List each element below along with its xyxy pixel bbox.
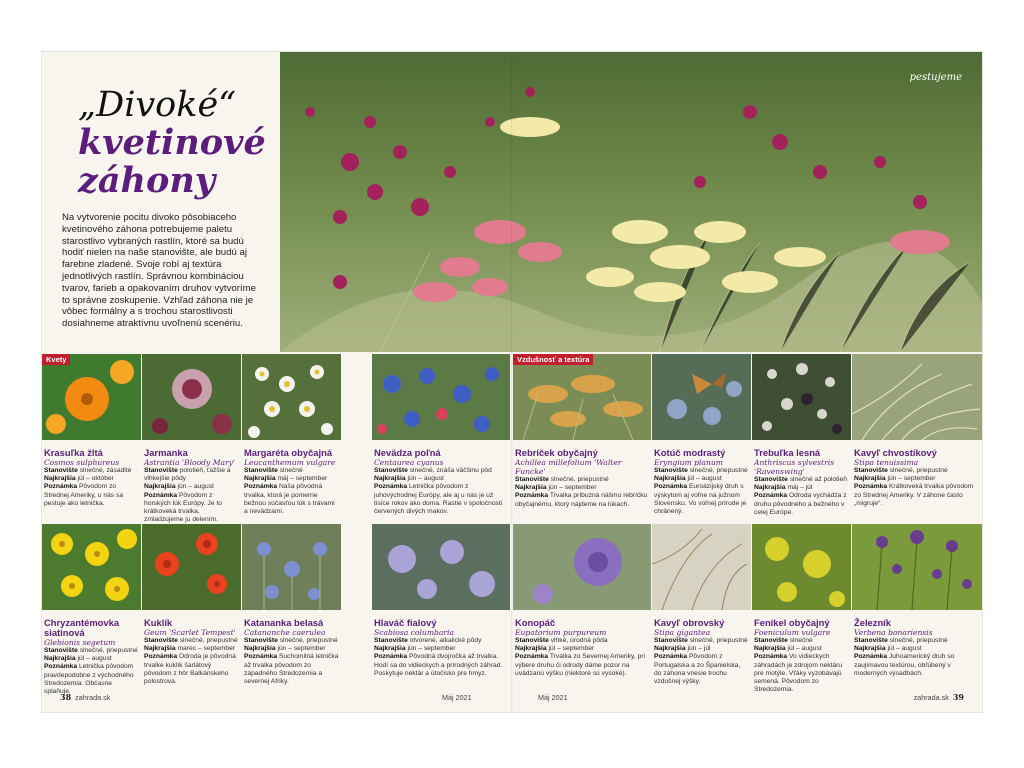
plant-note: Poznámka Pôvodná dvojročka až trvalka. Hodí sa do vidieckych a prírodných záhrad. Poskytuje nektár a útočisko pre hmyz. — [374, 653, 503, 677]
plant-photo — [242, 524, 341, 610]
section-tag: pestujeme — [909, 72, 962, 83]
plant-best: Najkrajšia jún – september — [244, 645, 326, 653]
plant-card — [752, 354, 851, 517]
article-title — [78, 86, 278, 200]
plant-best: Najkrajšia júl – október — [44, 475, 114, 483]
plant-photo — [42, 524, 141, 610]
plant-note: Poznámka Letnička pôvodom pravdepodobne z východného Stredozemia. Občasne splaňuje. — [44, 663, 134, 696]
plant-card — [242, 524, 341, 686]
plant-photo — [752, 524, 851, 610]
plant-note: Poznámka Krátkoveká trvalka pôvodom zo Strednej Ameriky. V záhone často „migruje“. — [854, 483, 974, 507]
plant-note: Poznámka Juhoamerický druh so zaujímavou textúrou, obľúbený v moderných výsadbách. — [854, 653, 955, 677]
plant-name: Margaréta obyčajná — [244, 447, 333, 458]
plant-site: Stanovište vlhké, úrodná pôda — [515, 637, 608, 644]
plant-note: Poznámka Odroda vychádza z druhu pôvodného a bežného v celej Európe. — [754, 492, 847, 516]
plant-photo — [142, 524, 241, 610]
plant-photo — [752, 354, 851, 440]
plant-latin: Anthriscus sylvestris 'Ravenswing' — [754, 458, 835, 476]
plant-site: Stanovište slnečné, priepustné — [854, 637, 948, 644]
plant-note: Poznámka Letnička pôvodom z juhovýchodnej Európy, ale aj u nás je už tisíce rokov ako doma. Rastie v spoločnosti červených divých makov. — [374, 483, 503, 516]
folio-left — [60, 692, 110, 702]
plant-name: Rebríček obyčajný — [515, 447, 598, 458]
plant-name: Hlaváč fialový — [374, 617, 437, 628]
plant-site: Stanovište slnečné, zásadité — [44, 467, 132, 474]
plant-latin: Achillea millefolium 'Walter Funcke' — [515, 458, 622, 476]
plant-site: Stanovište slnečné až polotieň — [754, 476, 847, 483]
plant-note: Poznámka Euroázijský druh s výskytom aj voľne na južnom Slovensku. Vo voľnej prírode je chránený. — [654, 483, 747, 516]
plant-latin: Leucanthemum vulgare — [244, 458, 336, 467]
plant-best: Najkrajšia jún – september — [515, 484, 597, 492]
plant-best: Najkrajšia júl – september — [515, 645, 595, 653]
plant-latin: Glebionis segetum — [44, 638, 116, 647]
hero-meadow-image — [280, 52, 982, 352]
plant-site: Stanovište slnečné — [244, 467, 303, 474]
plant-note: Poznámka Pôvodom z Portugalska a zo Španielska, do záhona vnesie trochu vzdušnej výšky. — [654, 653, 741, 686]
plant-photo — [513, 354, 651, 440]
plant-name: Kuklík — [144, 617, 173, 628]
plant-best: Najkrajšia júl – august — [754, 645, 822, 653]
title-line-3: záhony — [78, 160, 216, 201]
plant-site: Stanovište slnečné — [754, 637, 813, 644]
plant-card — [652, 524, 751, 686]
plant-card — [852, 354, 982, 508]
plant-name: Nevädza poľná — [374, 447, 441, 458]
category-badge-vzdusnost: Vzdušnosť a textúra — [513, 354, 593, 365]
category-badge-kvety: Kvety — [42, 354, 70, 365]
title-line-1: „Divoké“ — [78, 85, 237, 125]
plant-note: Poznámka Pôvodom zo Strednej Ameriky, u nás sa pestuje ako letnička. — [44, 483, 124, 507]
folio-date-left: Máj 2021 — [442, 693, 472, 702]
plant-photo — [852, 524, 982, 610]
plant-best: Najkrajšia júl – august — [44, 655, 112, 663]
plant-site: Stanovište slnečné, priepustné — [44, 647, 138, 654]
magazine-spread — [42, 52, 982, 712]
hero-photo — [280, 52, 982, 352]
plant-name: Jarmanka — [144, 447, 188, 458]
plant-note: Poznámka Odroda je pôvodná trvalke kuklík šarlátový pôvodom z hôr Balkánskeho polostrova. — [144, 653, 236, 686]
plant-best: Najkrajšia jún – júl — [654, 645, 711, 653]
plant-best: Najkrajšia máj – júl — [754, 484, 813, 492]
plant-photo — [852, 354, 982, 440]
plant-note: Poznámka Naša pôvodná trvalka, ktorá je pomerne bežnou súčasťou lúk s trávami a nevädzami. — [244, 483, 335, 516]
plant-card — [852, 524, 982, 678]
plant-card — [42, 354, 141, 508]
plant-latin: Catananche caerulea — [244, 628, 326, 637]
site-right: zahrada.sk — [913, 693, 949, 702]
title-line-2: kvetinové — [78, 122, 266, 163]
plant-card — [513, 354, 651, 509]
page-number-right: 39 — [952, 692, 964, 702]
plant-photo — [652, 354, 751, 440]
plant-site: Stanovište polotieň, ťažšie a vlhkejšie pôdy — [144, 467, 231, 483]
plant-name: Železník — [854, 617, 891, 628]
plant-site: Stanovište slnečné, priepustné — [654, 637, 748, 644]
plant-best: Najkrajšia jún – september — [854, 475, 936, 483]
plant-best: Najkrajšia máj – september — [244, 475, 328, 483]
plant-card — [372, 524, 510, 678]
plant-photo — [372, 524, 510, 610]
plant-site: Stanovište slnečné, priepustné — [515, 476, 609, 483]
plant-card — [652, 354, 751, 516]
folio-date-right: Máj 2021 — [538, 693, 568, 702]
plant-name: Kotúč modrastý — [654, 447, 726, 458]
title-block — [42, 52, 280, 352]
plant-photo — [372, 354, 510, 440]
plant-note: Poznámka Suchomilná letnička až trvalka pôvodom zo západného Stredozemia a severnej Afriky. — [244, 653, 339, 686]
plant-card — [242, 354, 341, 516]
plant-note: Poznámka Pôvodom z horských lúk Európy. Je to krátkoveká trvalka, zmladzujeme ju delením. — [144, 491, 222, 524]
plant-name: Konopáč — [515, 617, 556, 628]
plant-site: Stanovište slnečné, priepustné — [144, 637, 238, 644]
plant-best: Najkrajšia jún – august — [144, 483, 214, 491]
plant-latin: Eryngium planum — [654, 458, 723, 467]
plant-card — [372, 354, 510, 516]
plant-best: Najkrajšia marec – september — [144, 645, 236, 653]
plant-card — [42, 524, 141, 696]
plant-name: Chryzantémovka siatinová — [44, 617, 120, 638]
plant-site: Stanovište slnečné, priepustné — [244, 637, 338, 644]
plant-photo — [513, 524, 651, 610]
plant-photo — [652, 524, 751, 610]
plant-note: Poznámka Vo vidieckych záhradách je zdrojom nektáru pre motýle. Vťáky vyzobávajú semená. Pôvodom zo Stredozemia. — [754, 653, 843, 694]
plant-card — [752, 524, 851, 694]
intro-paragraph: Na vytvorenie pocitu divoko pôsobiaceho kvetinového záhona potrebujeme paletu starostlivo vybraných rastlín, ktoré sa budú hodiť nielen na naše stanovište, ale budú aj farebne zladené. Svoje robí aj textúra jednotlivých rastlín. Správnou kombináciou tvarov, farieb a opakovaním druhov vytvoríme to správne zoskupenie. Vzhľad záhona nie je vôbec formálny a s trochou starostlivosti dosiahneme atraktívnu uvoľnenú scenériu. — [62, 212, 256, 330]
plant-latin: Cosmos sulphureus — [44, 458, 120, 467]
plant-best: Najkrajšia júl – august — [654, 475, 722, 483]
page-number-left: 38 — [60, 692, 72, 702]
plant-best: Najkrajšia jún – september — [374, 645, 456, 653]
plant-latin: Foeniculum vulgare — [754, 628, 831, 637]
site-left: zahrada.sk — [75, 693, 111, 702]
plant-latin: Verbena bonariensis — [854, 628, 933, 637]
page-fold — [511, 52, 513, 712]
plant-card — [513, 524, 651, 678]
plant-best: Najkrajšia júl – august — [854, 645, 922, 653]
plant-latin: Centaurea cyanus — [374, 458, 444, 467]
plant-site: Stanovište otvorené, alkalické pôdy — [374, 637, 482, 644]
plant-photo — [242, 354, 341, 440]
plant-card — [142, 354, 241, 524]
plant-latin: Eupatorium purpureum — [515, 628, 607, 637]
plant-photo — [142, 354, 241, 440]
plant-latin: Stipa gigantea — [654, 628, 711, 637]
plant-latin: Astrantia 'Bloody Mary' — [144, 458, 236, 467]
plant-note: Poznámka Trvalka zo Severnej Ameriky, pri výbere druhu či odrody dáme pozor na uvádzanú výšku (niektoré sú vysoké). — [515, 653, 645, 677]
plant-name: Krasuľka žltá — [44, 447, 103, 458]
plant-name: Fenikel obyčajný — [754, 617, 830, 628]
folio-right — [914, 692, 964, 702]
plant-site: Stanovište slnečné, znáša väčšinu pôd — [374, 467, 492, 474]
plant-name: Katananka belasá — [244, 617, 324, 628]
plant-site: Stanovište slnečné, priepustné — [854, 467, 948, 474]
plant-latin: Scabiosa columbaria — [374, 628, 455, 637]
plant-latin: Geum 'Scarlet Tempest' — [144, 628, 236, 637]
plant-name: Kavyľ chvostíkový — [854, 447, 937, 458]
plant-photo — [42, 354, 141, 440]
plant-best: Najkrajšia jún – august — [374, 475, 444, 483]
plant-name: Kavyľ obrovský — [654, 617, 725, 628]
plant-name: Trebuľka lesná — [754, 447, 821, 458]
plant-note: Poznámka Trvalka príbuzná nášmu rebríčku obyčajnému, ktorý nájdeme na lúkach. — [515, 492, 648, 508]
plant-site: Stanovište slnečné, priepustné — [654, 467, 748, 474]
plant-latin: Stipa tenuissima — [854, 458, 919, 467]
plant-card — [142, 524, 241, 686]
